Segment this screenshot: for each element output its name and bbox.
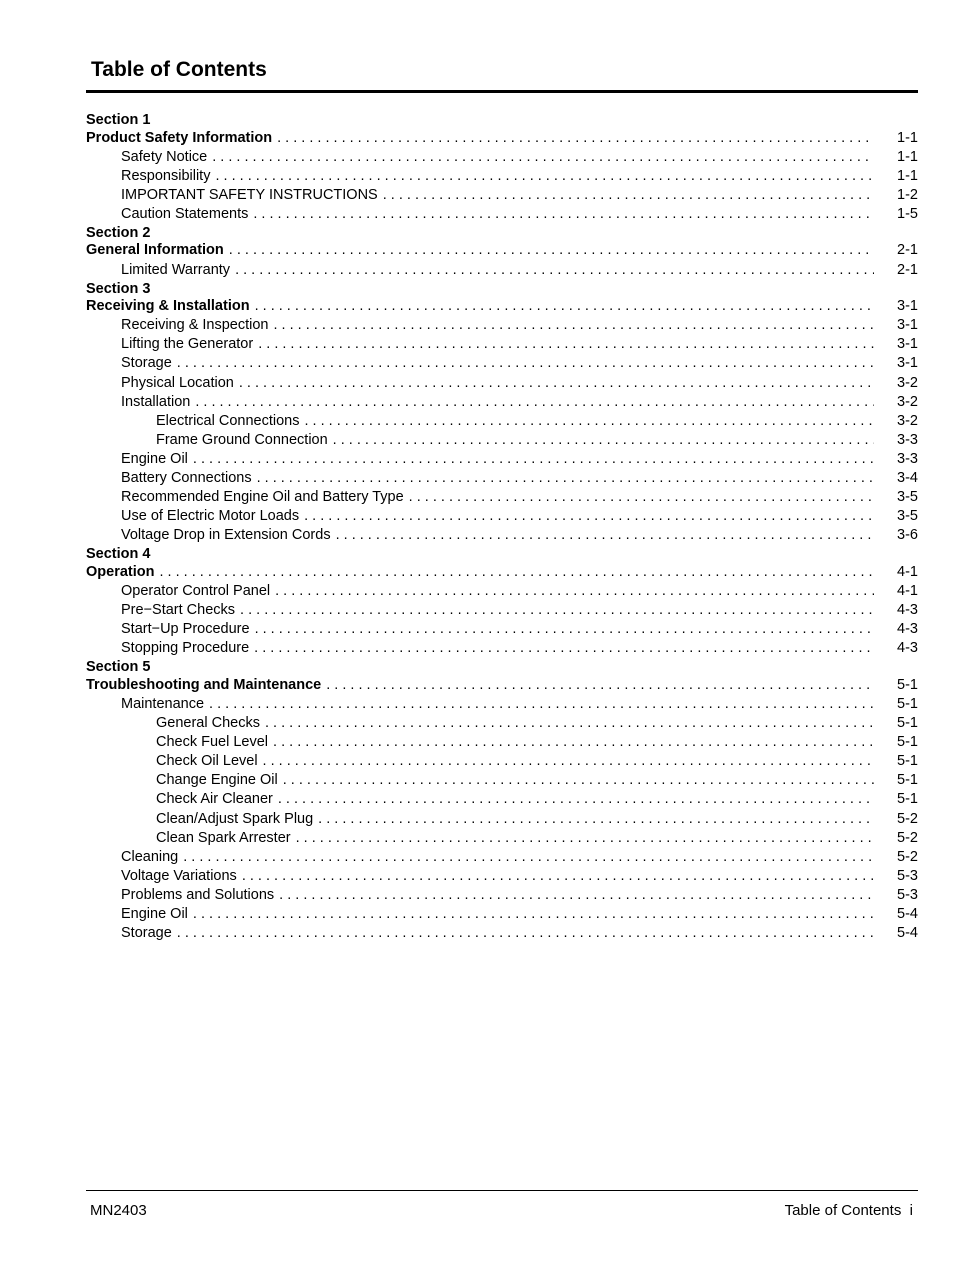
toc-section-heading bbox=[86, 658, 918, 676]
footer-page-label: Table of Contents i bbox=[784, 1202, 913, 1219]
toc-section-heading bbox=[86, 224, 918, 242]
toc-page-number: 5-4 bbox=[897, 925, 918, 942]
dot-leader bbox=[254, 639, 874, 658]
toc-page-number: 3-1 bbox=[897, 355, 918, 372]
toc-entry-label: Lifting the Generator bbox=[121, 336, 254, 353]
toc-entry-label: Recommended Engine Oil and Battery Type bbox=[121, 489, 404, 506]
toc-page-number: 3-1 bbox=[897, 336, 918, 353]
footer-divider bbox=[86, 1190, 918, 1191]
toc-entry[interactable] bbox=[86, 563, 918, 582]
toc-entry[interactable] bbox=[86, 810, 918, 829]
toc-entry[interactable] bbox=[86, 733, 918, 752]
toc-entry-label: Clean Spark Arrester bbox=[156, 829, 291, 846]
toc-entry-label: Receiving & Inspection bbox=[121, 317, 269, 334]
toc-entry[interactable] bbox=[86, 867, 918, 886]
toc-entry[interactable] bbox=[86, 714, 918, 733]
toc-entry[interactable] bbox=[86, 790, 918, 809]
toc-entry[interactable] bbox=[86, 186, 918, 205]
toc-entry[interactable] bbox=[86, 695, 918, 714]
dot-leader bbox=[283, 771, 874, 790]
toc-entry[interactable] bbox=[86, 316, 918, 335]
toc-entry[interactable] bbox=[86, 848, 918, 867]
dot-leader bbox=[195, 393, 874, 412]
toc-page-number: 5-3 bbox=[897, 886, 918, 903]
toc-entry[interactable] bbox=[86, 771, 918, 790]
toc-entry[interactable] bbox=[86, 886, 918, 905]
toc-section-heading bbox=[86, 545, 918, 563]
toc-entry[interactable] bbox=[86, 412, 918, 431]
toc-page-number: 1-2 bbox=[897, 186, 918, 203]
toc-section-heading bbox=[86, 111, 918, 129]
toc-entry-label: Problems and Solutions bbox=[121, 886, 275, 903]
dot-leader bbox=[304, 412, 874, 431]
toc-section-heading bbox=[86, 280, 918, 298]
toc-page-number: 3-2 bbox=[897, 374, 918, 391]
dot-leader bbox=[278, 790, 874, 809]
dot-leader bbox=[333, 431, 874, 450]
page-title: Table of Contents bbox=[91, 58, 267, 81]
toc-entry-label: Start−Up Procedure bbox=[121, 621, 250, 638]
toc-page-number: 4-1 bbox=[897, 582, 918, 599]
toc-entry[interactable] bbox=[86, 354, 918, 373]
toc-entry-label: Responsibility bbox=[121, 167, 211, 184]
dot-leader bbox=[253, 205, 874, 224]
dot-leader bbox=[177, 354, 874, 373]
dot-leader bbox=[257, 469, 874, 488]
toc-entry[interactable] bbox=[86, 241, 918, 260]
toc-entry-label: Frame Ground Connection bbox=[156, 431, 328, 448]
toc-entry-label: General Checks bbox=[156, 715, 260, 732]
toc-entry[interactable] bbox=[86, 620, 918, 639]
toc-entry[interactable] bbox=[86, 393, 918, 412]
dot-leader bbox=[240, 601, 874, 620]
dot-leader bbox=[235, 261, 874, 280]
dot-leader bbox=[215, 167, 874, 186]
toc-entry-label: Caution Statements bbox=[121, 205, 249, 222]
dot-leader bbox=[209, 695, 874, 714]
dot-leader bbox=[183, 848, 874, 867]
toc-entry-label: Troubleshooting and Maintenance bbox=[86, 676, 322, 693]
toc-entry[interactable] bbox=[86, 450, 918, 469]
toc-page-number: 1-1 bbox=[897, 167, 918, 184]
toc-entry-label: Receiving & Installation bbox=[86, 298, 250, 315]
dot-leader bbox=[277, 129, 874, 148]
dot-leader bbox=[274, 316, 875, 335]
toc-entry[interactable] bbox=[86, 167, 918, 186]
toc-page-number: 3-5 bbox=[897, 489, 918, 506]
toc-page-number: 4-3 bbox=[897, 640, 918, 657]
toc-page-number: 4-3 bbox=[897, 602, 918, 619]
dot-leader bbox=[159, 563, 874, 582]
toc-entry-label: Check Oil Level bbox=[156, 753, 258, 770]
toc-entry[interactable] bbox=[86, 507, 918, 526]
toc-entry-label: General Information bbox=[86, 242, 224, 259]
dot-leader bbox=[296, 829, 874, 848]
toc-section-label: Section 5 bbox=[86, 659, 151, 676]
toc-page-number: 5-1 bbox=[897, 695, 918, 712]
toc-page-number: 5-1 bbox=[897, 734, 918, 751]
dot-leader bbox=[409, 488, 874, 507]
toc-page-number: 1-1 bbox=[897, 148, 918, 165]
toc-entry-label: Cleaning bbox=[121, 848, 179, 865]
toc-section-label: Section 2 bbox=[86, 224, 151, 241]
toc-entry[interactable] bbox=[86, 261, 918, 280]
dot-leader bbox=[212, 148, 874, 167]
toc-entry-label: Storage bbox=[121, 925, 172, 942]
table-of-contents bbox=[86, 111, 918, 943]
dot-leader bbox=[177, 924, 874, 943]
toc-entry-label: Engine Oil bbox=[121, 905, 188, 922]
toc-page-number: 3-2 bbox=[897, 412, 918, 429]
toc-page-number: 3-4 bbox=[897, 470, 918, 486]
toc-entry[interactable] bbox=[86, 148, 918, 167]
toc-entry-label: Battery Connections bbox=[121, 470, 252, 486]
toc-entry[interactable] bbox=[86, 431, 918, 450]
toc-entry-label: Product Safety Information bbox=[86, 129, 273, 146]
toc-entry[interactable] bbox=[86, 205, 918, 224]
dot-leader bbox=[255, 620, 874, 639]
toc-entry-label: Engine Oil bbox=[121, 450, 188, 467]
dot-leader bbox=[336, 526, 874, 545]
dot-leader bbox=[318, 810, 874, 829]
toc-entry-label: Installation bbox=[121, 393, 191, 410]
toc-entry-label: Electrical Connections bbox=[156, 412, 300, 429]
toc-page-number: 1-1 bbox=[897, 129, 918, 146]
dot-leader bbox=[326, 676, 874, 695]
toc-entry[interactable] bbox=[86, 905, 918, 924]
dot-leader bbox=[263, 752, 874, 771]
toc-entry-label: Check Fuel Level bbox=[156, 734, 269, 751]
toc-page-number: 3-5 bbox=[897, 508, 918, 525]
dot-leader bbox=[273, 733, 874, 752]
dot-leader bbox=[193, 905, 874, 924]
toc-page-number: 2-1 bbox=[897, 261, 918, 278]
toc-page-number: 5-1 bbox=[897, 676, 918, 693]
toc-page-number: 5-2 bbox=[897, 810, 918, 827]
dot-leader bbox=[242, 867, 874, 886]
toc-entry[interactable] bbox=[86, 526, 918, 545]
toc-entry[interactable] bbox=[86, 488, 918, 507]
dot-leader bbox=[265, 714, 874, 733]
toc-section-label: Section 1 bbox=[86, 112, 151, 128]
toc-page-number: 5-4 bbox=[897, 905, 918, 922]
toc-entry-label: Voltage Drop in Extension Cords bbox=[121, 527, 331, 544]
toc-entry-label: Limited Warranty bbox=[121, 261, 231, 278]
toc-entry-label: Safety Notice bbox=[121, 148, 208, 165]
dot-leader bbox=[383, 186, 874, 205]
toc-entry[interactable] bbox=[86, 297, 918, 316]
dot-leader bbox=[304, 507, 874, 526]
toc-page-number: 2-1 bbox=[897, 242, 918, 259]
toc-entry[interactable] bbox=[86, 374, 918, 393]
toc-page-number: 5-1 bbox=[897, 753, 918, 770]
document-number: MN2403 bbox=[90, 1202, 147, 1219]
toc-entry-label: Voltage Variations bbox=[121, 867, 237, 884]
toc-entry-label: Physical Location bbox=[121, 374, 234, 391]
dot-leader bbox=[258, 335, 874, 354]
toc-entry-label: Operator Control Panel bbox=[121, 582, 271, 599]
dot-leader bbox=[193, 450, 874, 469]
toc-page-number: 5-1 bbox=[897, 715, 918, 732]
dot-leader bbox=[279, 886, 874, 905]
dot-leader bbox=[275, 582, 874, 601]
toc-entry[interactable] bbox=[86, 829, 918, 848]
toc-section-label: Section 4 bbox=[86, 546, 151, 563]
toc-entry[interactable] bbox=[86, 676, 918, 695]
dot-leader bbox=[239, 374, 874, 393]
toc-entry[interactable] bbox=[86, 639, 918, 658]
toc-entry-label: Maintenance bbox=[121, 695, 205, 712]
toc-entry-label: Pre−Start Checks bbox=[121, 602, 236, 619]
toc-page-number: 3-3 bbox=[897, 431, 918, 448]
toc-entry-label: Clean/Adjust Spark Plug bbox=[156, 810, 314, 827]
dot-leader bbox=[229, 241, 874, 260]
toc-entry[interactable] bbox=[86, 129, 918, 148]
toc-page-number: 3-2 bbox=[897, 393, 918, 410]
toc-entry[interactable] bbox=[86, 582, 918, 601]
toc-entry-label: Stopping Procedure bbox=[121, 640, 250, 657]
toc-page-number: 4-1 bbox=[897, 563, 918, 580]
toc-page-number: 5-3 bbox=[897, 867, 918, 884]
toc-page-number: 3-1 bbox=[897, 317, 918, 334]
toc-entry-label: IMPORTANT SAFETY INSTRUCTIONS bbox=[121, 186, 378, 203]
toc-page-number: 5-2 bbox=[897, 848, 918, 865]
toc-entry[interactable] bbox=[86, 924, 918, 943]
toc-entry-label: Change Engine Oil bbox=[156, 772, 278, 789]
toc-page-number: 5-1 bbox=[897, 791, 918, 808]
toc-entry[interactable] bbox=[86, 469, 918, 488]
toc-section-label: Section 3 bbox=[86, 280, 151, 297]
toc-entry-label: Use of Electric Motor Loads bbox=[121, 508, 300, 525]
toc-page-number: 4-3 bbox=[897, 621, 918, 638]
toc-entry[interactable] bbox=[86, 601, 918, 620]
toc-page-number: 1-5 bbox=[897, 205, 918, 222]
toc-entry-label: Operation bbox=[86, 563, 155, 580]
toc-page-number: 3-3 bbox=[897, 450, 918, 467]
toc-page-number: 5-2 bbox=[897, 829, 918, 846]
toc-page-number: 5-1 bbox=[897, 772, 918, 789]
title-divider bbox=[86, 90, 918, 93]
toc-entry-label: Storage bbox=[121, 355, 172, 372]
dot-leader bbox=[255, 297, 874, 316]
toc-entry[interactable] bbox=[86, 335, 918, 354]
toc-page-number: 3-1 bbox=[897, 298, 918, 315]
toc-entry[interactable] bbox=[86, 752, 918, 771]
toc-page-number: 3-6 bbox=[897, 527, 918, 544]
toc-entry-label: Check Air Cleaner bbox=[156, 791, 273, 808]
